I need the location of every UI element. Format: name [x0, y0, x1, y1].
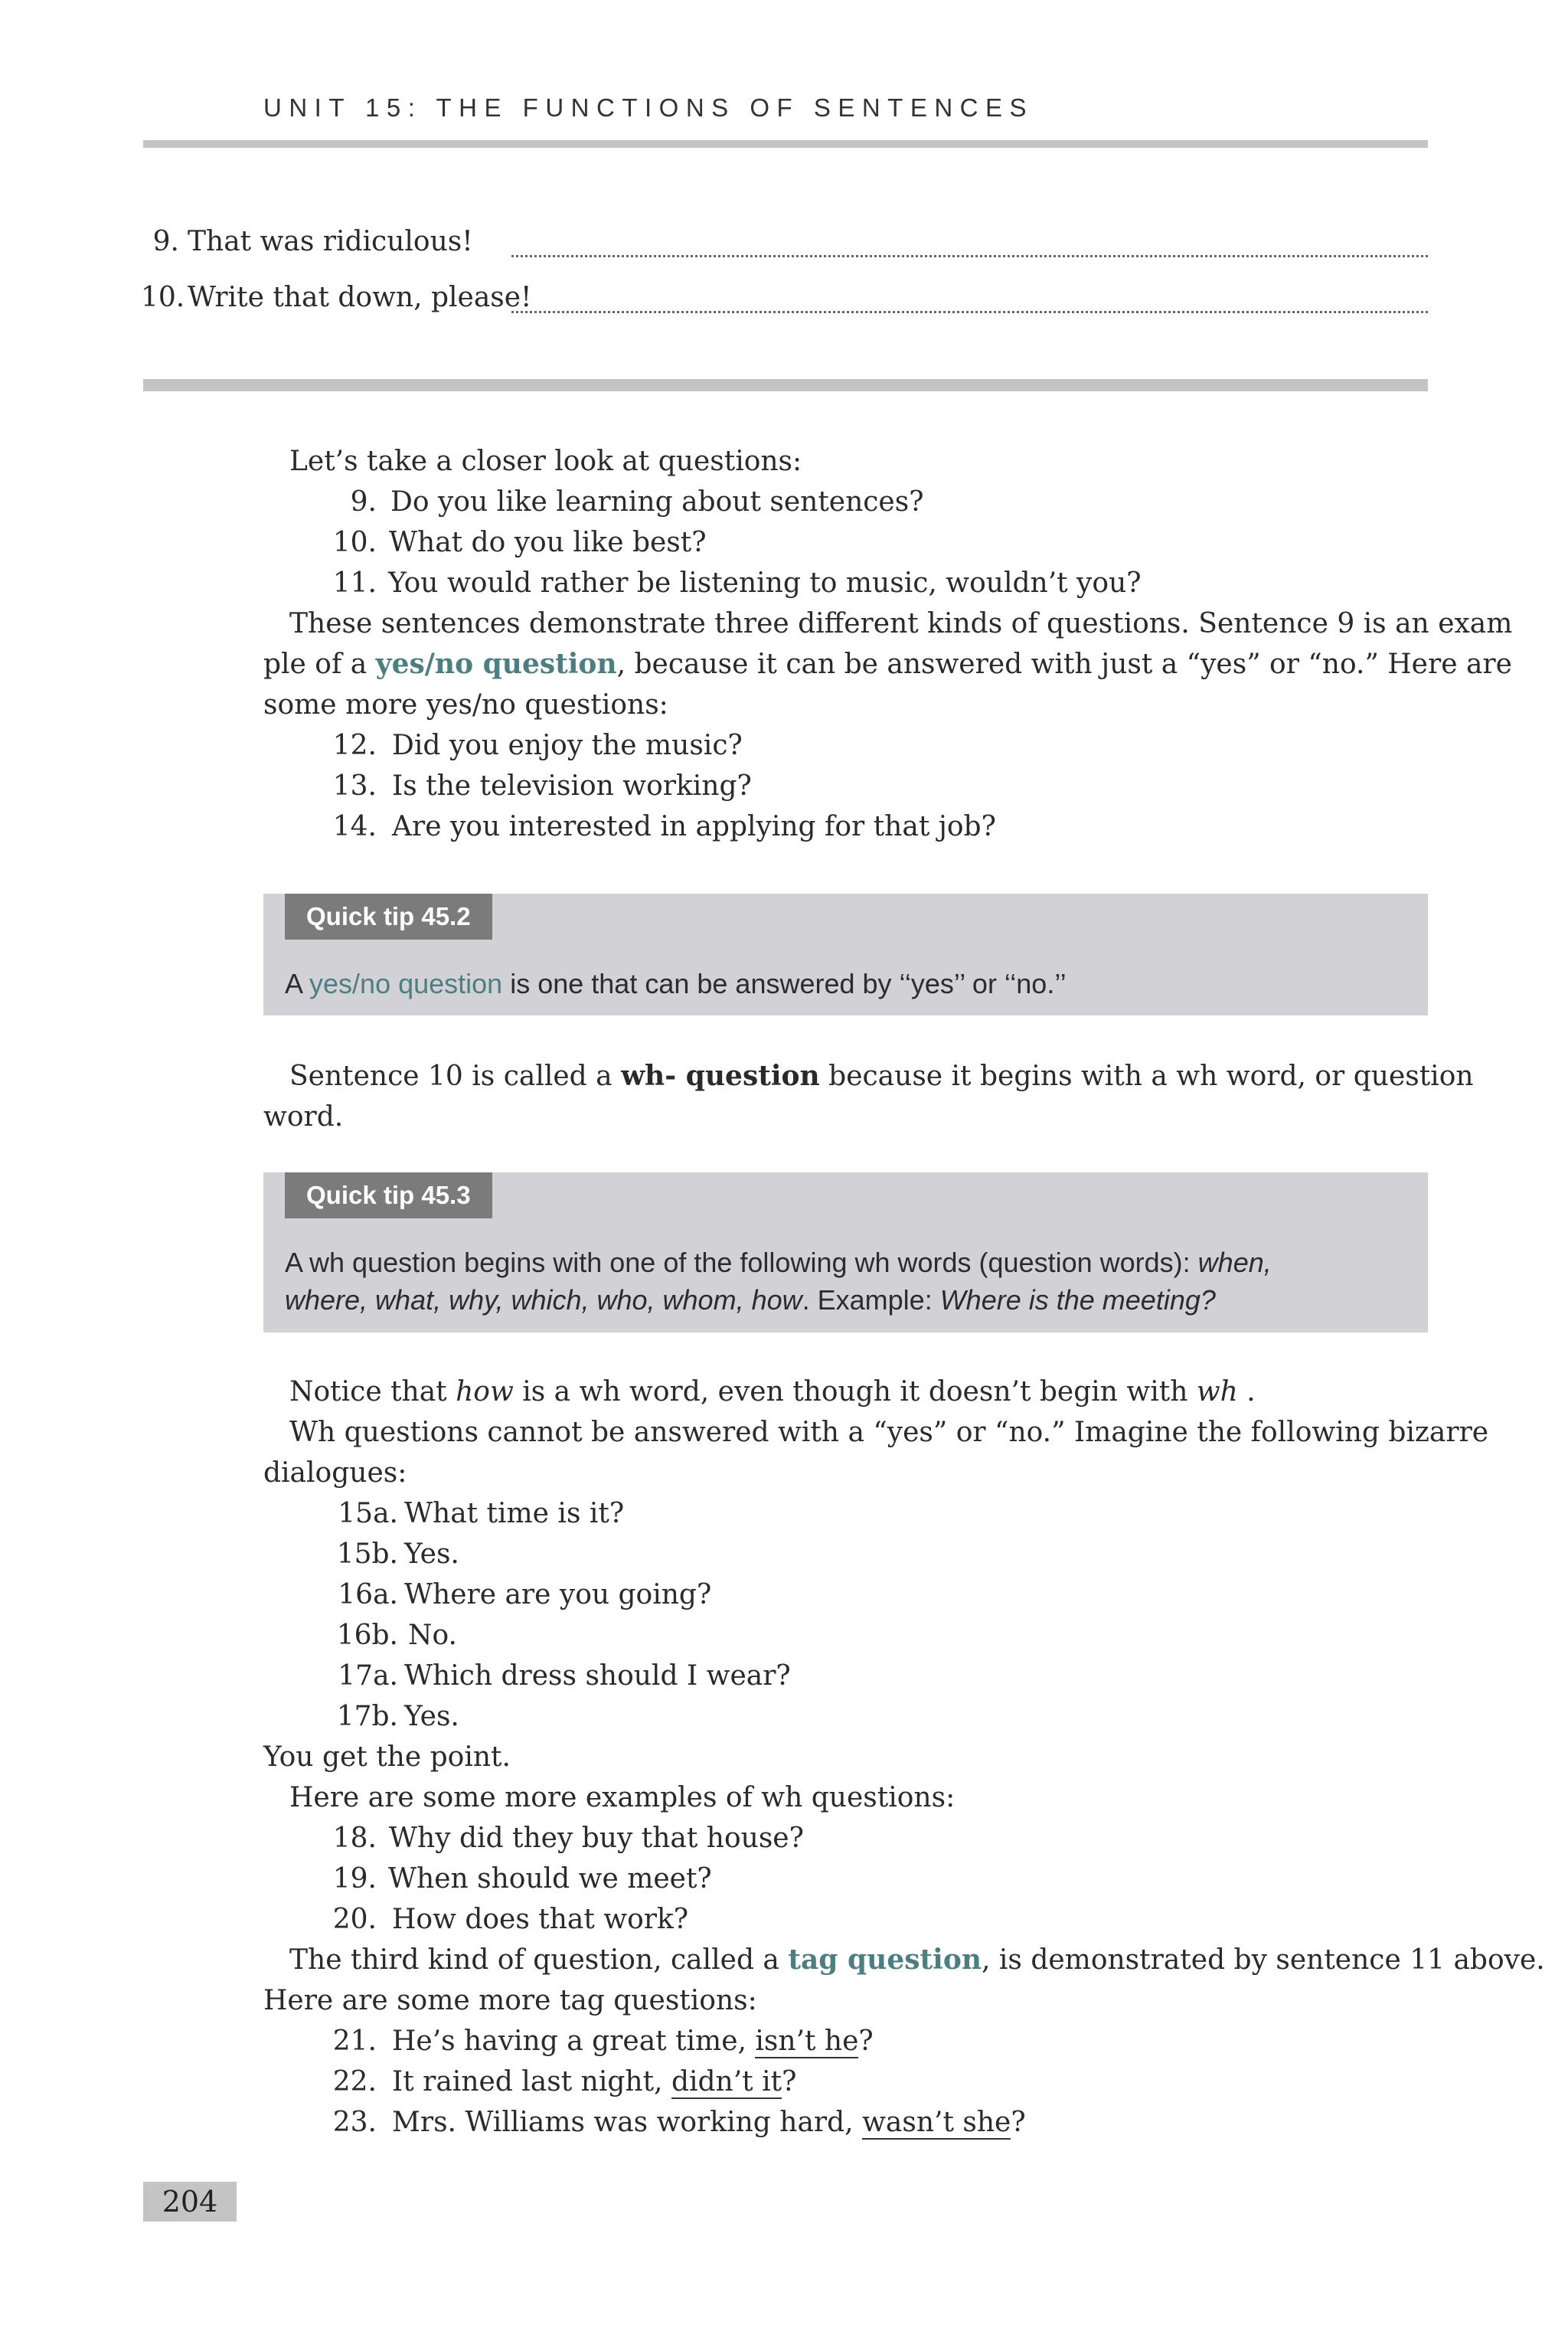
running-head: UNIT 15: THE FUNCTIONS OF SENTENCES: [263, 93, 1034, 122]
exercise-text: Write that down, please!: [188, 282, 532, 313]
paragraph-line: some more yes/no questions:: [263, 689, 668, 721]
example-number: 23.: [332, 2107, 377, 2138]
term-wh-question: wh- question: [621, 1060, 820, 1092]
example-number: 18.: [332, 1823, 377, 1854]
exercise-number: 10.: [141, 282, 185, 313]
example-text: What do you like best?: [389, 527, 707, 558]
example-text: Yes.: [404, 1538, 459, 1570]
paragraph-line: Notice that how is a wh word, even though it doesn’t begin with wh .: [289, 1376, 1256, 1408]
paragraph-line: word.: [263, 1101, 344, 1133]
header-rule: [143, 140, 1428, 148]
paragraph-line: Wh questions cannot be answered with a “yes” or “no.” Imagine the following bizarre: [289, 1417, 1489, 1448]
paragraph-line: The third kind of question, called a tag question, is demonstrated by sentence 11 above.: [289, 1944, 1545, 1976]
paragraph-line: ple of a yes/no question, because it can be answered with just a “yes” or “no.” Here are: [263, 648, 1512, 680]
tag-underline: isn’t he: [755, 2025, 859, 2057]
paragraph-line: Here are some more examples of wh questions:: [289, 1782, 956, 1813]
example-number: 17b.: [336, 1701, 398, 1732]
example-number: 20.: [332, 1904, 377, 1935]
example-number: 16b.: [336, 1620, 398, 1651]
quick-tip-tag: Quick tip 45.2: [285, 894, 492, 940]
paragraph-line: dialogues:: [263, 1457, 407, 1489]
quick-tip-tag: Quick tip 45.3: [285, 1172, 492, 1218]
term-tag-question: tag question: [788, 1944, 982, 1976]
answer-line[interactable]: [511, 311, 1428, 313]
example-text: When should we meet?: [388, 1863, 712, 1895]
quick-tip-text: A wh question begins with one of the following wh words (question words): when, where, what, why, which, who, whom, how. Example: Where is the meeting?: [285, 1247, 1272, 1316]
exercise-text: That was ridiculous!: [188, 226, 473, 257]
tag-underline: didn’t it: [671, 2066, 782, 2097]
example-text: Is the television working?: [392, 770, 752, 802]
answer-line[interactable]: [511, 255, 1428, 257]
paragraph-line: These sentences demonstrate three different kinds of questions. Sentence 9 is an exam: [289, 608, 1513, 639]
example-text: What time is it?: [404, 1498, 625, 1529]
tag-underline: wasn’t she: [862, 2107, 1011, 2138]
example-text: Where are you going?: [404, 1579, 712, 1610]
example-number: 12.: [332, 730, 377, 761]
paragraph-line: You get the point.: [263, 1741, 511, 1773]
page-number: 204: [143, 2182, 237, 2222]
exercise-number: 9.: [152, 226, 179, 257]
example-text: You would rather be listening to music, wouldn’t you?: [388, 567, 1142, 599]
example-number: 16a.: [338, 1579, 398, 1610]
quick-tip-text: A yes/no question is one that can be answered by ‘‘yes’’ or ‘‘no.’’: [285, 968, 1067, 999]
paragraph-line: Sentence 10 is called a wh- question because it begins with a wh word, or question: [289, 1060, 1474, 1092]
example-text: Mrs. Williams was working hard, wasn’t she?: [392, 2107, 1026, 2138]
example-text: It rained last night, didn’t it?: [392, 2066, 797, 2097]
example-number: 9.: [350, 486, 377, 518]
example-text: Are you interested in applying for that job?: [392, 811, 996, 842]
example-text: Why did they buy that house?: [389, 1823, 804, 1854]
example-text: Yes.: [404, 1701, 459, 1732]
example-number: 13.: [332, 770, 377, 802]
example-number: 14.: [332, 811, 377, 842]
example-text: No.: [408, 1620, 457, 1651]
term-yes-no-question: yes/no question: [375, 648, 617, 680]
example-text: He’s having a great time, isn’t he?: [392, 2025, 874, 2057]
section-divider: [143, 379, 1428, 391]
example-text: Do you like learning about sentences?: [390, 486, 924, 518]
example-number: 11.: [332, 567, 377, 599]
example-number: 17a.: [338, 1660, 398, 1692]
term-yes-no-question: yes/no question: [309, 968, 503, 999]
example-number: 15a.: [338, 1498, 398, 1529]
intro-line: Let’s take a closer look at questions:: [289, 446, 802, 477]
example-number: 10.: [332, 527, 377, 558]
example-text: Which dress should I wear?: [404, 1660, 791, 1692]
example-text: How does that work?: [392, 1904, 689, 1935]
example-number: 22.: [332, 2066, 377, 2097]
quick-tip-box: [263, 1172, 1428, 1332]
quick-tip-box: [263, 894, 1428, 1015]
example-number: 21.: [332, 2025, 377, 2057]
example-number: 19.: [332, 1863, 377, 1895]
example-number: 15b.: [336, 1538, 398, 1570]
paragraph-line: Here are some more tag questions:: [263, 1985, 757, 2016]
example-text: Did you enjoy the music?: [392, 730, 743, 761]
